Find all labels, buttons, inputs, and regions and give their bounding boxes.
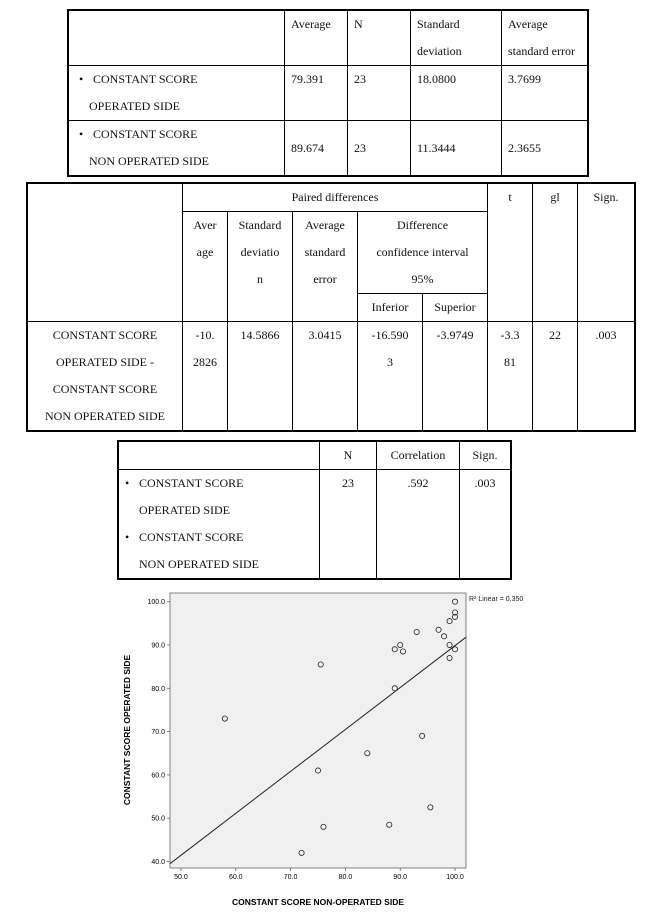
- paired-differences-table: [26, 182, 636, 432]
- descriptive-stats-table: [67, 9, 589, 177]
- y-tick-label: 80.0: [151, 685, 165, 693]
- y-tick-label: 100.0: [147, 599, 165, 607]
- table-row: [118, 470, 511, 580]
- header-ci: Difference confidence interval 95%: [358, 212, 488, 294]
- cell-sign: .003: [460, 470, 512, 580]
- correlation-table: [117, 440, 512, 580]
- x-axis-label: CONSTANT SCORE NON-OPERATED SIDE: [231, 897, 405, 907]
- header-correlation: Correlation: [377, 441, 460, 470]
- cell-average: 89.674: [285, 121, 348, 177]
- header-t: t: [488, 183, 533, 322]
- header-gl: gl: [533, 183, 578, 322]
- cell-t: -3.3 81: [488, 322, 533, 432]
- header-se: Average standard error: [293, 212, 358, 322]
- cell-gl: 22: [533, 322, 578, 432]
- y-tick-label: 70.0: [151, 729, 165, 737]
- header-paired-differences: Paired differences: [183, 183, 488, 212]
- header-std: Standard deviatio n: [228, 212, 293, 322]
- x-tick-label: 70.0: [283, 874, 298, 881]
- cell-inferior: -16.590 3: [358, 322, 423, 432]
- cell-se: 3.7699: [502, 66, 589, 121]
- header-empty-cell: [27, 183, 183, 322]
- table-header-row: [27, 183, 635, 212]
- header-sign: Sign.: [578, 183, 636, 322]
- y-tick-label: 50.0: [151, 815, 165, 823]
- cell-se: 2.3655: [502, 121, 589, 177]
- cell-correlation: .592: [377, 470, 460, 580]
- cell-n: 23: [320, 470, 377, 580]
- y-tick-label: 90.0: [151, 642, 165, 650]
- cell-n: 23: [348, 66, 411, 121]
- cell-se: 3.0415: [293, 322, 358, 432]
- scatter-chart: [110, 588, 530, 910]
- y-axis-label: CONSTANT SCORE OPERATED SIDE: [122, 654, 132, 806]
- header-average: Average: [285, 10, 348, 66]
- table-row: [68, 121, 588, 177]
- row-label: • CONSTANT SCORE OPERATED SIDE: [68, 66, 285, 121]
- cell-average: 79.391: [285, 66, 348, 121]
- x-tick-label: 100.0: [446, 874, 464, 881]
- x-tick-label: 50.0: [174, 874, 188, 881]
- header-empty-cell: [118, 441, 320, 470]
- cell-std: 14.5866: [228, 322, 293, 432]
- table-row: [68, 66, 588, 121]
- row-label: CONSTANT SCORE OPERATED SIDE - CONSTANT SCORE NON OPERATED SIDE: [27, 322, 183, 432]
- cell-average: -10. 2826: [183, 322, 228, 432]
- x-tick-label: 90.0: [393, 874, 408, 881]
- header-empty-cell: [68, 10, 285, 66]
- header-std: Standard deviation: [411, 10, 502, 66]
- header-n: N: [348, 10, 411, 66]
- cell-std: 11.3444: [411, 121, 502, 177]
- y-tick-label: 60.0: [151, 772, 165, 780]
- y-tick-label: 40.0: [151, 859, 165, 867]
- header-sign: Sign.: [460, 441, 512, 470]
- header-se: Average standard error: [502, 10, 589, 66]
- row-label: • CONSTANT SCORE OPERATED SIDE • CONSTANT SCORE NON OPERATED SIDE: [118, 470, 320, 580]
- cell-superior: -3.9749: [423, 322, 488, 432]
- cell-sign: .003: [578, 322, 636, 432]
- table-header-row: [68, 10, 588, 66]
- x-tick-label: 80.0: [338, 874, 353, 881]
- table-row: [27, 322, 635, 432]
- row-label: • CONSTANT SCORE NON OPERATED SIDE: [68, 121, 285, 177]
- header-average: Aver age: [183, 212, 228, 322]
- plot-area: [170, 593, 466, 868]
- header-inferior: Inferior: [358, 294, 423, 322]
- table-header-row: [118, 441, 511, 470]
- r2-annotation: R² Linear = 0.350: [469, 596, 524, 603]
- x-tick-label: 60.0: [228, 874, 243, 881]
- cell-n: 23: [348, 121, 411, 177]
- cell-std: 18.0800: [411, 66, 502, 121]
- header-superior: Superior: [423, 294, 488, 322]
- header-n: N: [320, 441, 377, 470]
